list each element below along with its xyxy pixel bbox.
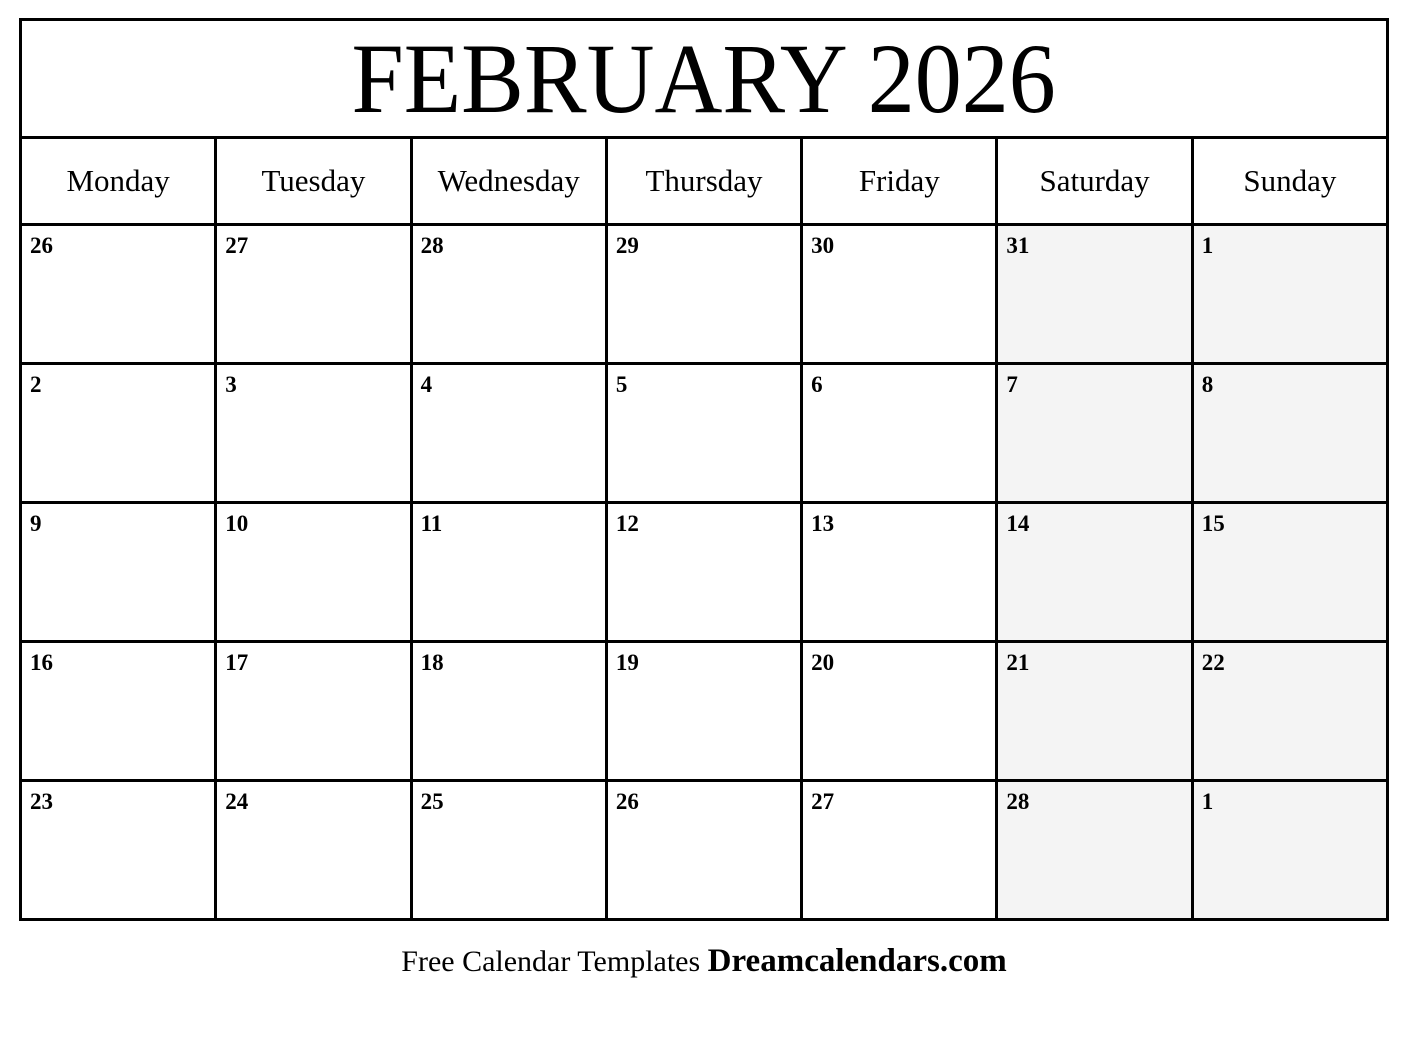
day-number: 4 [420, 372, 433, 397]
day-cell [217, 782, 409, 918]
day-number: 28 [420, 233, 444, 258]
day-number: 27 [811, 789, 835, 814]
day-number: 21 [1006, 650, 1030, 675]
day-cell [998, 782, 1190, 918]
footer-brand: Dreamcalendars.com [707, 943, 1007, 979]
day-number: 3 [225, 372, 237, 397]
day-number: 27 [225, 233, 249, 258]
weekday-header-saturday: Saturday [998, 139, 1190, 223]
day-number: 16 [30, 650, 53, 675]
footer-credit-text: Free Calendar Templates [401, 945, 701, 978]
day-cell [608, 643, 800, 779]
day-cell [1194, 782, 1386, 918]
calendar-title-box [22, 21, 1386, 136]
day-cell [803, 782, 995, 918]
day-cell [413, 504, 605, 640]
day-cell [1194, 226, 1386, 362]
day-number: 6 [811, 372, 823, 397]
day-cell [608, 365, 800, 501]
day-number: 22 [1201, 650, 1225, 675]
day-cell [608, 504, 800, 640]
day-cell [217, 226, 409, 362]
day-cell [998, 365, 1190, 501]
calendar-grid [19, 18, 1389, 921]
day-cell [217, 504, 409, 640]
day-number: 31 [1006, 233, 1030, 258]
day-number: 23 [30, 789, 53, 814]
day-number: 7 [1006, 372, 1018, 397]
day-cell [22, 643, 214, 779]
day-number: 25 [420, 789, 444, 814]
day-cell [413, 226, 605, 362]
day-number: 26 [615, 789, 639, 814]
day-number: 19 [615, 650, 639, 675]
day-number: 1 [1201, 233, 1214, 258]
day-number: 17 [225, 650, 249, 675]
day-number: 14 [1006, 511, 1030, 536]
footer-credit [19, 943, 1389, 980]
weekday-header-friday: Friday [803, 139, 995, 223]
day-number: 15 [1201, 511, 1225, 536]
weekday-header-thursday: Thursday [608, 139, 800, 223]
day-number: 11 [420, 511, 443, 536]
day-number: 29 [615, 233, 639, 258]
day-number: 20 [811, 650, 835, 675]
day-cell [1194, 504, 1386, 640]
day-cell [608, 226, 800, 362]
day-cell [803, 643, 995, 779]
day-number: 2 [30, 372, 42, 397]
day-cell [22, 504, 214, 640]
day-cell [22, 226, 214, 362]
day-cell [413, 782, 605, 918]
day-number: 28 [1006, 789, 1030, 814]
day-number: 26 [30, 233, 53, 258]
weekday-header-monday: Monday [22, 139, 214, 223]
calendar-title: FEBRUARY 2026 [351, 22, 1057, 134]
day-cell [217, 365, 409, 501]
day-cell [803, 504, 995, 640]
day-cell [22, 365, 214, 501]
day-cell [217, 643, 409, 779]
day-number: 30 [811, 233, 835, 258]
day-cell [413, 365, 605, 501]
day-cell [998, 643, 1190, 779]
day-number: 1 [1201, 789, 1214, 814]
day-cell [998, 504, 1190, 640]
day-cell [608, 782, 800, 918]
day-cell [803, 226, 995, 362]
day-cell [803, 365, 995, 501]
day-cell [1194, 365, 1386, 501]
day-number: 5 [615, 372, 628, 397]
day-number: 8 [1201, 372, 1214, 397]
day-cell [22, 782, 214, 918]
day-number: 18 [420, 650, 444, 675]
day-number: 9 [30, 511, 42, 536]
day-cell [413, 643, 605, 779]
day-cell [998, 226, 1190, 362]
weekday-header-wednesday: Wednesday [413, 139, 605, 223]
day-number: 13 [811, 511, 835, 536]
weekday-header-sunday: Sunday [1194, 139, 1386, 223]
weekday-header-tuesday: Tuesday [217, 139, 409, 223]
day-number: 12 [615, 511, 639, 536]
day-number: 10 [225, 511, 249, 536]
day-number: 24 [225, 789, 249, 814]
day-cell [1194, 643, 1386, 779]
